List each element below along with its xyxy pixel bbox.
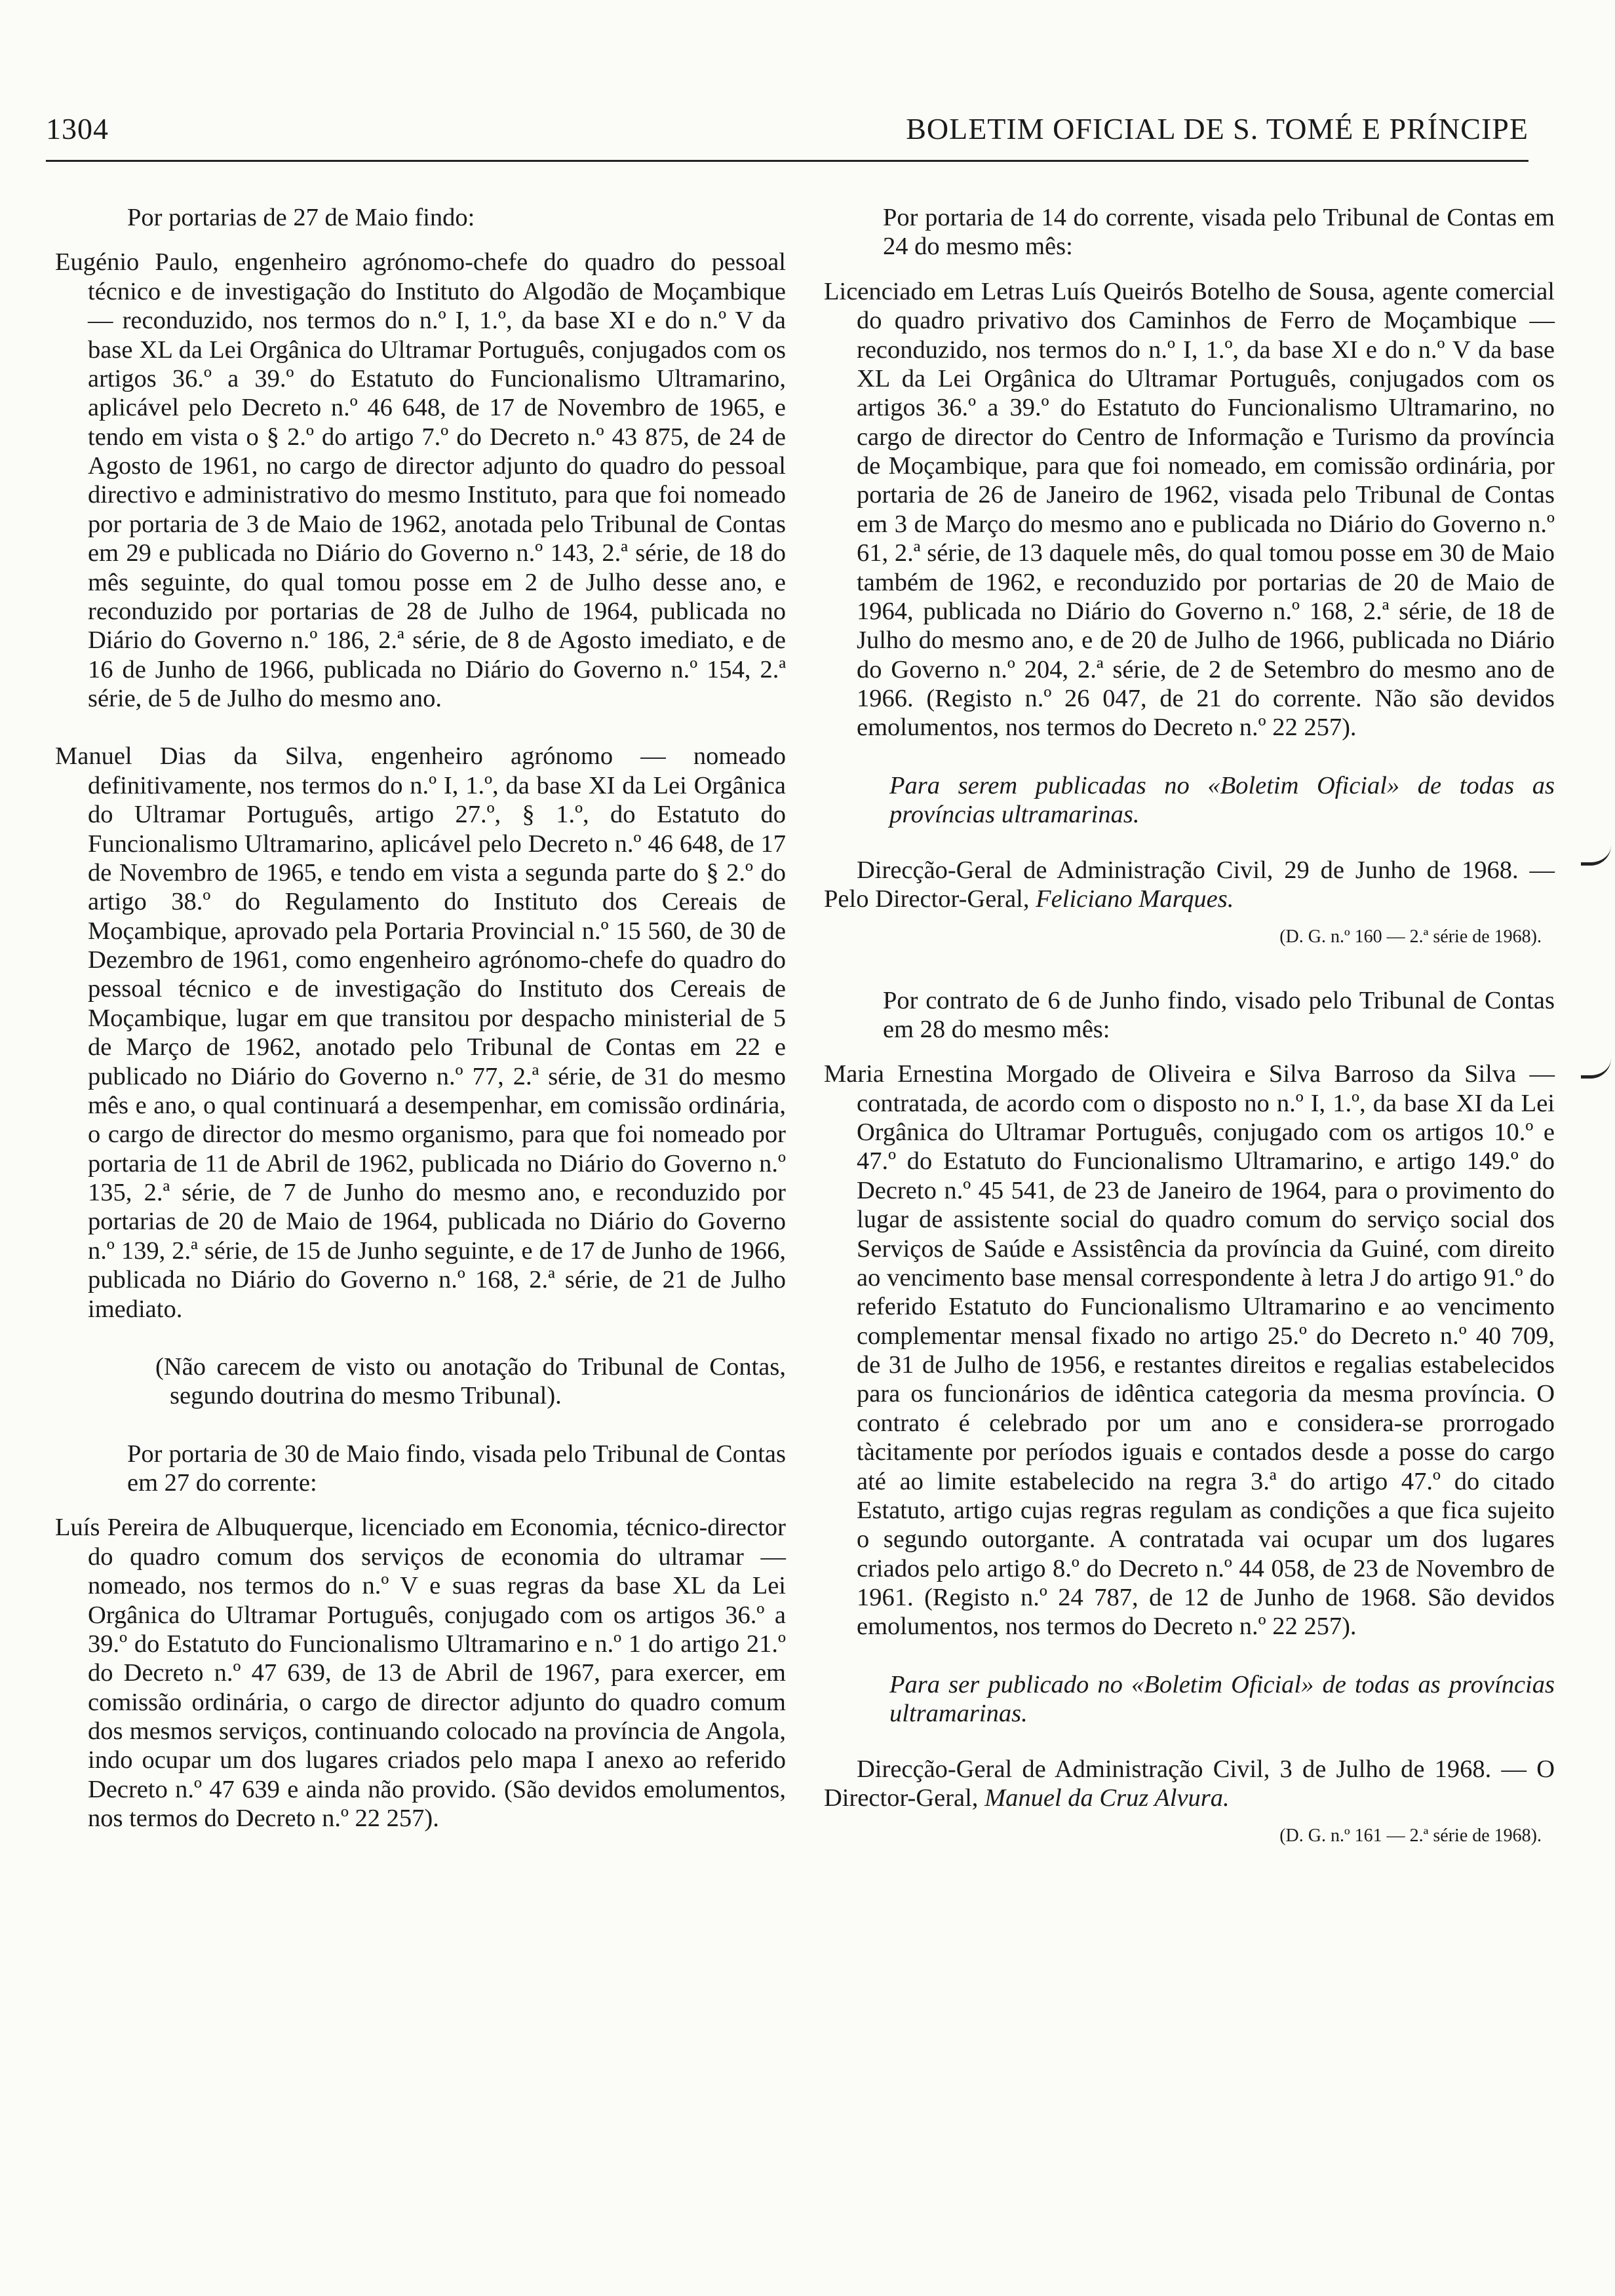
margin-mark bbox=[1581, 1058, 1611, 1079]
left-column bbox=[55, 203, 786, 1862]
page-header bbox=[46, 111, 1528, 146]
publication-note: Para serem publicadas no «Boletim Oficial» de todas as províncias ultramarinas. bbox=[889, 771, 1555, 829]
act-intro: Por contrato de 6 de Junho findo, visado pelo Tribunal de Contas em 28 do mesmo mês: bbox=[883, 986, 1555, 1043]
appointment-entry: Maria Ernestina Morgado de Oliveira e Silva Barroso da Silva — contratada, de acordo com o disposto no n.º I, 1.º, da base XI da Lei Orgânica do Ultramar Português, conjugado com os artigos 10.º e 47.º do Estatuto do Funcionalismo Ultramarino, e artigo 149.º do Decreto n.º 45 541, de 23 de Janeiro de 1964, para o provimento do lugar de assistente social do quadro comum do serviço social dos Serviços de Saúde e Assistência da província da Guiné, com direito ao vencimento base mensal correspondente à letra J do artigo 91.º do referido Estatuto do Funcionalismo Ultramarino e ao vencimento complementar mensal fixado no artigo 25.º do Decreto n.º 40 709, de 31 de Julho de 1956, e restantes direitos e regalias estabelecidos para os funcionários de idêntica categoria da mesma província. O contrato é celebrado por um ano e considera-se prorrogado tàcitamente por períodos iguais e contados desde a posse do cargo até ao limite estabelecido na regra 3.ª do artigo 47.º do citado Estatuto, artigo cujas regras regulam as condições a que fica sujeito o segundo outorgante. A contratada vai ocupar um dos lugares criados pelo artigo 8.º do Decreto n.º 44 058, de 23 de Novembro de 1961. (Registo n.º 24 787, de 12 de Junho de 1968. São devidos emolumentos, nos termos do Decreto n.º 22 257). bbox=[824, 1060, 1555, 1641]
appointment-entry: Luís Pereira de Albuquerque, licenciado em Economia, técnico-director do quadro comum dos serviços de economia do ultramar — nomeado, nos termos do n.º V e suas regras da base XL da Lei Orgânica do Ultramar Português, conjugado com os artigos 36.º a 39.º do Estatuto do Funcionalismo Ultramarino e n.º 1 do artigo 21.º do Decreto n.º 47 639, de 13 de Abril de 1967, para exercer, em comissão ordinária, o cargo de director adjunto do quadro comum dos mesmos serviços, continuando colocado na província de Angola, indo ocupar um dos lugares criados pelo mapa I anexo ao referido Decreto n.º 47 639 e ainda não provido. (São devidos emolumentos, nos termos do Decreto n.º 22 257). bbox=[55, 1514, 786, 1833]
appointment-entry: Manuel Dias da Silva, engenheiro agrónomo — nomeado definitivamente, nos termos do n.º I, 1.º, da base XI da Lei Orgânica do Ultramar Português, artigo 27.º, § 1.º, do Estatuto do Funcionalismo Ultramarino, aplicável pelo Decreto n.º 46 648, de 17 de Novembro de 1965, e tendo em vista a segunda parte do § 2.º do artigo 38.º do Regulamento do Instituto dos Cereais de Moçambique, aprovado pela Portaria Provincial n.º 15 560, de 30 de Dezembro de 1961, como engenheiro agrónomo-chefe do quadro do pessoal técnico e de investigação do Instituto dos Cereais de Moçambique, lugar em que transitou por despacho ministerial de 5 de Março de 1962, anotado pelo Tribunal de Contas em 22 e publicado no Diário do Governo n.º 77, 2.ª série, de 31 do mesmo mês e ano, o qual continuará a desempenhar, em comissão ordinária, o cargo de director do mesmo organismo, para que foi nomeado por portaria de 11 de Abril de 1962, publicada no Diário do Governo n.º 135, 2.ª série, de 7 de Junho do mesmo ano, e reconduzido por portarias de 20 de Maio de 1964, publicada no Diário do Governo n.º 139, 2.ª série, de 15 de Junho seguinte, e de 17 de Junho de 1966, publicada no Diário do Governo n.º 168, 2.ª série, de 21 de Julho imediato. bbox=[55, 742, 786, 1323]
act-intro: Por portaria de 30 de Maio findo, visada pelo Tribunal de Contas em 27 do corrente: bbox=[127, 1440, 786, 1497]
gazette-reference: (D. G. n.º 160 — 2.ª série de 1968). bbox=[1279, 927, 1542, 947]
publication-note: Para ser publicado no «Boletim Oficial» de todas as províncias ultramarinas. bbox=[889, 1670, 1555, 1728]
signature-text: Direcção-Geral de Administração Civil, 29 de Junho de 1968. — Pelo Director-Geral, bbox=[824, 856, 1555, 913]
signature-text: Direcção-Geral de Administração Civil, 3 de Julho de 1968. — O Director-Geral, bbox=[824, 1755, 1555, 1812]
margin-mark bbox=[1581, 845, 1611, 866]
act-intro: Por portarias de 27 de Maio findo: bbox=[127, 204, 475, 231]
page-number: 1304 bbox=[46, 112, 109, 145]
right-column bbox=[824, 203, 1555, 1885]
signature-line bbox=[824, 856, 1555, 914]
note: (Não carecem de visto ou anotação do Tribunal de Contas, segundo doutrina do mesmo Tribunal). bbox=[155, 1352, 786, 1410]
appointment-entry: Licenciado em Letras Luís Queirós Botelho de Sousa, agente comercial do quadro privativo dos Caminhos de Ferro de Moçambique — reconduzido, nos termos do n.º I, 1.º, da base XI e do n.º V da base XL da Lei Orgânica do Ultramar Português, conjugados com os artigos 36.º a 39.º do Estatuto do Funcionalismo Ultramarino, no cargo de director do Centro de Informação e Turismo da província de Moçambique, para que foi nomeado, em comissão ordinária, por portaria de 26 de Janeiro de 1962, visada pelo Tribunal de Contas em 3 de Março do mesmo ano e publicada no Diário do Governo n.º 61, 2.ª série, de 13 daquele mês, do qual tomou posse em 30 de Maio também de 1962, e reconduzido por portarias de 20 de Maio de 1964, publicada no Diário do Governo n.º 168, 2.ª série, de 18 de Julho do mesmo ano, e de 20 de Julho de 1966, publicada no Diário do Governo n.º 204, 2.ª série, de 2 de Setembro do mesmo ano de 1966. (Registo n.º 26 047, de 21 do corrente. Não são devidos emolumentos, nos termos do Decreto n.º 22 257). bbox=[824, 277, 1555, 742]
gazette-reference: (D. G. n.º 161 — 2.ª série de 1968). bbox=[1279, 1826, 1542, 1846]
signatory-name: Feliciano Marques. bbox=[1036, 885, 1234, 913]
publication-title: BOLETIM OFICIAL DE S. TOMÉ E PRÍNCIPE bbox=[906, 112, 1528, 145]
act-intro: Por portaria de 14 do corrente, visada pelo Tribunal de Contas em 24 do mesmo mês: bbox=[883, 204, 1555, 261]
header-rule bbox=[46, 160, 1528, 162]
appointment-entry: Eugénio Paulo, engenheiro agrónomo-chefe do quadro do pessoal técnico e de investigação do Instituto do Algodão de Moçambique — reconduzido, nos termos do n.º I, 1.º, da base XI e do n.º V da base XL da Lei Orgânica do Ultramar Português, conjugados com os artigos 36.º a 39.º do Estatuto do Funcionalismo Ultramarino, aplicável pelo Decreto n.º 46 648, de 17 de Novembro de 1965, e tendo em vista o § 2.º do artigo 7.º do Decreto n.º 43 875, de 24 de Agosto de 1961, no cargo de director adjunto do quadro do pessoal directivo e administrativo do mesmo Instituto, para que foi nomeado por portaria de 3 de Maio de 1962, anotada pelo Tribunal de Contas em 29 e publicada no Diário do Governo n.º 143, 2.ª série, de 18 do mês seguinte, do qual tomou posse em 2 de Julho desse ano, e reconduzido por portarias de 28 de Julho de 1964, publicada no Diário do Governo n.º 186, 2.ª série, de 8 de Agosto imediato, e de 16 de Junho de 1966, publicada no Diário do Governo n.º 154, 2.ª série, de 5 de Julho do mesmo ano. bbox=[55, 248, 786, 712]
signatory-name: Manuel da Cruz Alvura. bbox=[984, 1784, 1230, 1812]
signature-line bbox=[824, 1755, 1555, 1813]
